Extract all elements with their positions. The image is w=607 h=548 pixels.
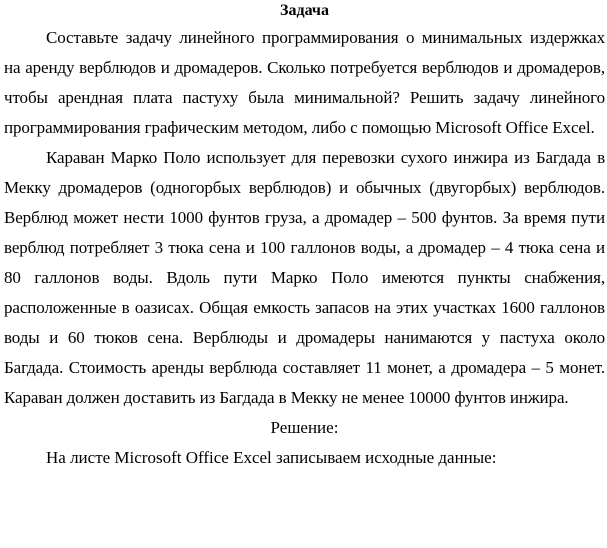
solution-intro-line: На листе Microsoft Office Excel записываем исходные данные: bbox=[46, 448, 497, 467]
problem-paragraph: Караван Марко Поло использует для перевозки сухого инжира из Багдада в Мекку дромадеров (одногорбых верблюдов) и обычных (двугорбых) верблюдов. Верблюд может нести 1000 фунтов груза, а дромадер – 500 фунтов. За время пути верблюд потребляет 3 тюка сена и 100 галлонов воды, а дромадер – 4 тюка сена и 80 галлонов воды. Вдоль пути Марко Поло имеются пункты снабжения, расположенные в оазисах. Общая емкость запасов на этих участках 1600 галлонов воды и 60 тюков сена. Верблюды и дромадеры нанимаются у пастуха около Багдада. Стоимость аренды верблюда составляет 11 монет, а дромадера – 5 монет. Караван должен доставить из Багдада в Мекку не менее 10000 фунтов инжира. bbox=[4, 148, 605, 407]
document-title: Задача bbox=[280, 2, 329, 19]
solution-heading: Решение: bbox=[270, 418, 339, 437]
task-paragraph: Составьте задачу линейного программирования о минимальных издержках на аренду верблюдов и дромадеров. Сколько потребуется верблюдов и дромадеров, чтобы арендная плата пастуху была минимальной? Решить задачу линейного программирования графическим методом, либо с помощью Microsoft Office Excel. bbox=[4, 28, 605, 137]
